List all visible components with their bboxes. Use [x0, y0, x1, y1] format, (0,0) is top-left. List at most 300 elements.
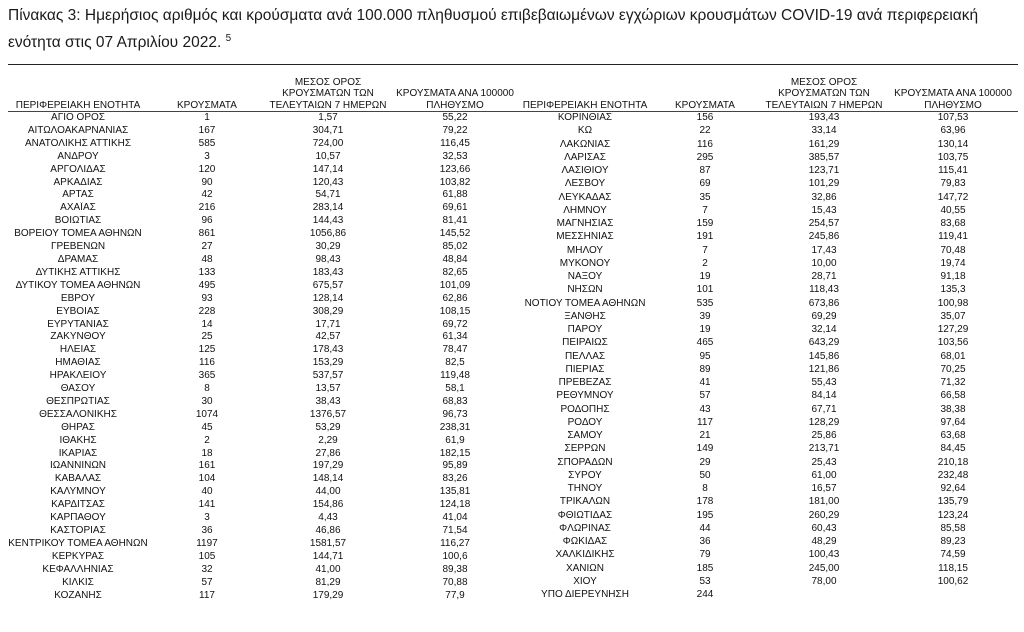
table-row: [520, 192, 1018, 205]
cell-region: ΓΡΕΒΕΝΩΝ: [50, 241, 106, 253]
cell-avg7: [760, 589, 888, 602]
cell-cases: 228: [198, 305, 216, 317]
cell-per100k: 82,65: [442, 266, 468, 278]
cell-avg7: 42,57: [315, 331, 341, 343]
cell-avg7: 55,43: [811, 377, 837, 389]
cell-avg7: 537,57: [312, 370, 344, 382]
table-row: [520, 324, 1018, 337]
cell-region: ΚΟΡΙΝΘΙΑΣ: [557, 112, 613, 124]
cell-region: ΚΑΒΑΛΑΣ: [54, 473, 102, 485]
cell-avg7: 183,43: [312, 266, 344, 278]
cell-per100k: 85,02: [442, 241, 468, 253]
cell-avg7: 17,43: [811, 244, 837, 256]
cell-avg7: 308,29: [312, 305, 344, 317]
cell-avg7: 13,57: [315, 383, 341, 395]
table-row: [520, 112, 1018, 126]
cell-per100k: 38,38: [940, 403, 966, 415]
cell-avg7: 643,29: [808, 337, 840, 349]
cell-per100k: 232,48: [937, 469, 969, 481]
cell-per100k: 147,72: [937, 191, 969, 203]
cell-per100k: 119,41: [938, 231, 968, 243]
cell-cases: 191: [696, 231, 714, 243]
cell-per100k: 123,24: [937, 509, 969, 521]
cell-cases: 185: [696, 562, 714, 574]
cell-cases: 96: [201, 215, 213, 227]
cell-region: ΗΜΑΘΙΑΣ: [55, 357, 101, 369]
cell-avg7: 1056,86: [309, 228, 347, 240]
cell-per100k: 81,41: [442, 215, 468, 227]
header-per100k: ΚΡΟΥΣΜΑΤΑ ΑΝΑ 100000 ΠΛΗΘΥΣΜΟ: [390, 65, 520, 112]
table-row: [520, 390, 1018, 403]
cell-avg7: 33,14: [811, 125, 837, 137]
cell-avg7: 101,29: [808, 178, 840, 190]
cell-cases: 125: [198, 344, 216, 356]
table-row: [520, 496, 1018, 509]
cell-cases: 41: [699, 377, 711, 389]
cell-per100k: 95,89: [442, 460, 468, 472]
table-row: [520, 589, 1018, 602]
cell-per100k: 127,29: [937, 324, 969, 336]
cell-avg7: 254,57: [808, 218, 840, 230]
cell-per100k: 61,9: [445, 434, 465, 446]
table-row: [520, 284, 1018, 297]
cell-region: ΑΓΙΟ ΟΡΟΣ: [51, 112, 105, 123]
cell-per100k: 135,81: [439, 486, 471, 498]
table-body-right: [520, 112, 1018, 603]
cell-avg7: 118,43: [809, 284, 839, 296]
cell-cases: 156: [696, 112, 714, 124]
cell-cases: 495: [198, 279, 216, 291]
cell-per100k: 61,34: [442, 331, 468, 343]
cell-per100k: 119,48: [440, 370, 470, 382]
cell-avg7: 48,29: [811, 536, 837, 548]
cell-region: ΠΙΕΡΙΑΣ: [565, 363, 605, 375]
table-row: [8, 460, 520, 473]
cell-region: ΛΑΚΩΝΙΑΣ: [559, 138, 611, 150]
table-header-row: [8, 65, 520, 112]
cell-avg7: 128,29: [808, 416, 840, 428]
cell-cases: 93: [201, 292, 213, 304]
cell-region: ΠΕΛΛΑΣ: [564, 350, 606, 362]
cell-avg7: 675,57: [312, 279, 344, 291]
cell-avg7: 54,71: [315, 189, 341, 201]
cell-per100k: 70,88: [442, 576, 468, 588]
cell-per100k: 210,18: [937, 456, 969, 468]
cell-avg7: 181,00: [808, 496, 840, 508]
cell-region: ΖΑΚΥΝΘΟΥ: [50, 331, 106, 343]
cell-cases: 861: [198, 228, 216, 240]
cell-avg7: 385,57: [808, 151, 840, 163]
cell-cases: 87: [699, 165, 711, 177]
cell-avg7: 213,71: [808, 443, 840, 455]
cases-table-wrapper: [8, 64, 1018, 602]
cell-per100k: 84,45: [940, 443, 966, 455]
cell-region: ΕΥΒΟΙΑΣ: [56, 305, 100, 317]
cell-cases: 43: [699, 403, 711, 415]
table-body-left: [8, 112, 520, 603]
cell-avg7: 121,86: [808, 363, 840, 375]
cell-per100k: 68,01: [940, 350, 966, 362]
cell-cases: 19: [699, 271, 711, 283]
cell-region: ΝΗΣΩΝ: [567, 284, 603, 296]
cell-region: ΚΩ: [577, 125, 593, 137]
cell-avg7: 25,43: [811, 456, 837, 468]
cell-cases: 365: [198, 370, 216, 382]
cell-avg7: 128,14: [312, 292, 344, 304]
cell-region: ΑΡΤΑΣ: [62, 189, 94, 201]
cell-avg7: 724,00: [312, 137, 344, 149]
cell-avg7: 44,00: [315, 486, 341, 498]
cell-region: ΧΙΟΥ: [573, 575, 597, 587]
table-row: [8, 435, 520, 448]
table-row: [520, 351, 1018, 364]
cell-cases: 29: [699, 456, 711, 468]
cell-cases: 116: [199, 357, 215, 369]
table-row: [8, 293, 520, 306]
header-cases: ΚΡΟΥΣΜΑΤΑ: [148, 65, 266, 112]
cell-cases: 161: [198, 460, 216, 472]
cell-per100k: 69,72: [442, 318, 468, 330]
cell-cases: 159: [696, 218, 714, 230]
cell-cases: 27: [201, 241, 213, 253]
cell-region: ΡΟΔΟΥ: [567, 416, 603, 428]
cell-region: ΚΕΝΤΡΙΚΟΥ ΤΟΜΕΑ ΑΘΗΝΩΝ: [8, 537, 148, 549]
cell-region: ΠΡΕΒΕΖΑΣ: [558, 377, 612, 389]
table-row: [520, 165, 1018, 178]
cell-avg7: 38,43: [315, 395, 341, 407]
cell-cases: 117: [697, 416, 713, 428]
caption-footnote-ref: 5: [225, 33, 232, 44]
cell-region: ΙΚΑΡΙΑΣ: [58, 447, 98, 459]
cell-per100k: 58,1: [445, 383, 465, 395]
table-row: [520, 258, 1018, 271]
table-row: [520, 364, 1018, 377]
cell-cases: 42: [201, 189, 213, 201]
cell-region: ΚΑΡΔΙΤΣΑΣ: [51, 499, 105, 511]
cell-region: ΙΩΑΝΝΙΝΩΝ: [49, 460, 107, 472]
cell-region: ΛΕΥΚΑΔΑΣ: [558, 191, 612, 203]
cell-avg7: 245,86: [808, 231, 840, 243]
cell-region: ΣΠΟΡΑΔΩΝ: [557, 456, 613, 468]
table-row: [8, 125, 520, 138]
cell-region: ΥΠΟ ΔΙΕΡΕΥΝΗΣΗ: [541, 589, 629, 601]
table-row: [8, 306, 520, 319]
cell-cases: 50: [699, 469, 711, 481]
cell-per100k: 118,15: [938, 562, 968, 574]
cell-region: ΘΕΣΠΡΩΤΙΑΣ: [46, 395, 110, 407]
table-row: [8, 267, 520, 280]
cell-cases: 36: [201, 525, 213, 536]
cell-cases: 32: [201, 563, 213, 575]
cell-per100k: 70,25: [940, 363, 966, 375]
table-row: [520, 337, 1018, 350]
cell-region: ΘΑΣΟΥ: [60, 383, 96, 395]
cell-per100k: [888, 589, 1018, 602]
cell-per100k: 61,88: [442, 189, 468, 201]
cell-avg7: 98,43: [315, 253, 341, 265]
cell-per100k: 48,84: [442, 253, 468, 265]
cell-avg7: 32,14: [811, 324, 837, 336]
cell-cases: 8: [204, 383, 210, 395]
cell-cases: 3: [204, 150, 210, 162]
cell-cases: 1: [204, 112, 210, 123]
cell-cases: 89: [699, 363, 711, 375]
cell-region: ΤΡΙΚΑΛΩΝ: [559, 496, 611, 508]
cell-cases: 30: [201, 395, 213, 407]
table-row: [520, 536, 1018, 549]
cell-cases: 116: [697, 138, 713, 150]
cell-avg7: 61,00: [811, 469, 837, 481]
cell-region: ΔΡΑΜΑΣ: [57, 253, 99, 265]
table-row: [8, 383, 520, 396]
cell-cases: 133: [198, 266, 216, 278]
cell-per100k: 101,09: [439, 279, 471, 291]
cell-cases: 79: [699, 549, 711, 561]
cell-cases: 7: [702, 204, 708, 216]
cell-region: ΑΧΑΪΑΣ: [60, 202, 96, 214]
cell-avg7: 148,14: [312, 473, 344, 485]
table-row: [520, 218, 1018, 231]
cell-cases: 105: [198, 550, 216, 562]
cell-per100k: 69,61: [442, 202, 468, 214]
cell-region: ΒΟΙΩΤΙΑΣ: [54, 215, 102, 227]
cell-per100k: 68,83: [442, 395, 468, 407]
cell-cases: 2: [204, 434, 210, 446]
cell-region: ΑΙΤΩΛΟΑΚΑΡΝΑΝΙΑΣ: [27, 124, 129, 136]
cell-per100k: 79,22: [442, 124, 468, 136]
cell-cases: 40: [201, 486, 213, 498]
cell-region: ΑΡΓΟΛΙΔΑΣ: [50, 163, 106, 175]
cell-cases: 95: [699, 350, 711, 362]
cell-cases: 101: [696, 284, 714, 296]
cell-avg7: 1,57: [318, 112, 338, 123]
table-row: [8, 280, 520, 293]
cell-cases: 18: [201, 447, 213, 459]
cell-avg7: 260,29: [808, 509, 840, 521]
cell-per100k: 77,9: [445, 589, 465, 601]
cell-region: ΜΑΓΝΗΣΙΑΣ: [556, 218, 614, 230]
cell-region: ΣΑΜΟΥ: [567, 430, 603, 442]
table-row: [8, 473, 520, 486]
cell-region: ΣΕΡΡΩΝ: [564, 443, 606, 455]
cell-region: ΣΥΡΟΥ: [568, 469, 602, 481]
cell-per100k: 103,75: [937, 151, 969, 163]
cell-per100k: 85,58: [940, 522, 966, 534]
cell-per100k: 123,66: [439, 163, 471, 175]
cell-cases: 21: [699, 430, 711, 442]
cell-avg7: 245,00: [808, 562, 840, 574]
cell-cases: 2: [702, 257, 708, 269]
cell-avg7: 197,29: [312, 460, 344, 472]
cell-region: ΜΗΛΟΥ: [566, 244, 604, 256]
cell-avg7: 25,86: [811, 430, 837, 442]
cell-region: ΚΕΦΑΛΛΗΝΙΑΣ: [42, 563, 114, 575]
cell-avg7: 147,14: [312, 163, 344, 175]
cell-avg7: 145,86: [808, 350, 840, 362]
cell-avg7: 60,43: [811, 522, 837, 534]
cell-avg7: 179,29: [312, 589, 344, 601]
cell-cases: 1197: [196, 537, 218, 549]
cell-per100k: 82,5: [445, 357, 465, 369]
table-row: [8, 564, 520, 577]
cell-avg7: 46,86: [315, 525, 341, 536]
cell-avg7: 84,14: [811, 390, 837, 402]
cell-region: ΚΑΛΥΜΝΟΥ: [50, 486, 106, 498]
cell-per100k: 78,47: [442, 344, 468, 356]
cell-region: ΡΟΔΟΠΗΣ: [560, 403, 610, 415]
table-row: [8, 525, 520, 538]
table-row: [8, 164, 520, 177]
cell-cases: 117: [199, 589, 215, 601]
table-row: [8, 396, 520, 409]
cell-avg7: 4,43: [318, 512, 338, 524]
cell-avg7: 144,43: [312, 215, 344, 227]
table-row: [520, 311, 1018, 324]
cell-region: ΕΥΡΥΤΑΝΙΑΣ: [47, 318, 109, 330]
cell-cases: 295: [696, 151, 714, 163]
cell-per100k: 89,23: [940, 536, 966, 548]
cell-per100k: 32,53: [442, 150, 468, 162]
table-row: [8, 422, 520, 435]
cell-per100k: 103,56: [937, 337, 969, 349]
cell-region: ΦΩΚΙΔΑΣ: [562, 536, 608, 548]
cell-avg7: 16,57: [811, 483, 837, 495]
table-row: [520, 139, 1018, 152]
cell-per100k: 41,04: [442, 512, 468, 524]
table-row: [8, 357, 520, 370]
cell-per100k: 79,83: [940, 178, 966, 190]
cell-per100k: 130,14: [937, 138, 969, 150]
table-row: [520, 404, 1018, 417]
cell-per100k: 62,86: [442, 292, 468, 304]
table-row: [520, 271, 1018, 284]
header-region: ΠΕΡΙΦΕΡΕΙΑΚΗ ΕΝΟΤΗΤΑ: [8, 65, 148, 112]
table-row: [520, 483, 1018, 496]
cell-avg7: 153,29: [312, 357, 344, 369]
table-row: [8, 344, 520, 357]
cell-cases: 44: [699, 522, 711, 534]
cell-per100k: 83,26: [442, 473, 468, 485]
cell-region: ΔΥΤΙΚΗΣ ΑΤΤΙΚΗΣ: [35, 266, 121, 278]
header-avg7: ΜΕΣΟΣ ΟΡΟΣ ΚΡΟΥΣΜΑΤΩΝ ΤΩΝ ΤΕΛΕΥΤΑΙΩΝ 7 ΗΜΕΡΩΝ: [266, 65, 390, 112]
cell-region: ΜΕΣΣΗΝΙΑΣ: [556, 231, 614, 243]
table-row: [8, 590, 520, 603]
cell-region: ΒΟΡΕΙΟΥ ΤΟΜΕΑ ΑΘΗΝΩΝ: [14, 228, 142, 240]
table-row: [8, 215, 520, 228]
table-row: [520, 231, 1018, 244]
cell-avg7: 27,86: [315, 447, 341, 459]
cell-region: ΙΘΑΚΗΣ: [59, 434, 97, 446]
cell-per100k: 96,73: [442, 408, 468, 420]
table-row: [8, 319, 520, 332]
cell-per100k: 116,45: [440, 137, 470, 149]
cell-region: ΦΘΙΩΤΙΔΑΣ: [557, 509, 613, 521]
cell-region: ΡΕΘΥΜΝΟΥ: [556, 390, 614, 402]
header-region: ΠΕΡΙΦΕΡΕΙΑΚΗ ΕΝΟΤΗΤΑ: [520, 65, 650, 112]
cell-per100k: 100,62: [937, 575, 969, 587]
cell-cases: 48: [201, 253, 213, 265]
cell-per100k: 182,15: [439, 447, 471, 459]
cell-per100k: 115,41: [938, 165, 968, 177]
cell-cases: 39: [699, 310, 711, 322]
cell-cases: 3: [204, 512, 210, 524]
table-row: [8, 551, 520, 564]
table-row: [520, 417, 1018, 430]
cell-cases: 141: [198, 499, 216, 511]
cell-avg7: 304,71: [312, 124, 344, 136]
table-row: [520, 576, 1018, 589]
cell-per100k: 83,68: [940, 218, 966, 230]
cell-region: ΑΝΔΡΟΥ: [57, 150, 99, 162]
table-row: [520, 457, 1018, 470]
cell-avg7: 17,71: [315, 318, 341, 330]
table-row: [520, 470, 1018, 483]
cell-avg7: 2,29: [318, 434, 338, 446]
cell-avg7: 120,43: [312, 176, 344, 188]
cell-region: ΑΡΚΑΔΙΑΣ: [53, 176, 103, 188]
cell-region: ΧΑΝΙΩΝ: [565, 562, 605, 574]
cell-avg7: 15,43: [811, 204, 837, 216]
cell-region: ΗΛΕΙΑΣ: [59, 344, 97, 356]
cell-region: ΦΛΩΡΙΝΑΣ: [559, 522, 611, 534]
caption-text: Πίνακας 3: Ημερήσιος αριθμός και κρούσματα ανά 100.000 πληθυσμού επιβεβαιωμένων εγχώριων κρουσμάτων COVID-19 ανά περιφερειακή ενότητα στις 07 Απριλίου 2022.: [8, 7, 979, 52]
cell-per100k: 35,07: [940, 310, 966, 322]
cell-per100k: 63,68: [940, 430, 966, 442]
cell-avg7: 41,00: [315, 563, 341, 575]
table-row: [520, 178, 1018, 191]
table-row: [520, 430, 1018, 443]
cell-avg7: 78,00: [811, 575, 837, 587]
cell-cases: 57: [201, 576, 213, 588]
cell-cases: 53: [699, 575, 711, 587]
cell-region: ΘΗΡΑΣ: [61, 421, 95, 433]
table-row: [8, 228, 520, 241]
cell-region: ΜΥΚΟΝΟΥ: [559, 257, 611, 269]
cell-avg7: 32,86: [811, 191, 837, 203]
cell-per100k: 107,53: [937, 112, 969, 124]
table-row: [520, 549, 1018, 562]
cell-per100k: 135,3: [940, 284, 966, 296]
table-row: [8, 538, 520, 551]
cell-avg7: 10,57: [315, 150, 341, 162]
table-row: [8, 151, 520, 164]
cell-region: ΚΑΡΠΑΘΟΥ: [50, 512, 106, 524]
cell-avg7: 10,00: [811, 257, 837, 269]
table-row: [8, 112, 520, 125]
cell-region: ΠΕΙΡΑΙΩΣ: [562, 337, 608, 349]
table-row: [8, 189, 520, 202]
table-row: [8, 448, 520, 461]
cell-region: ΞΑΝΘΗΣ: [564, 310, 606, 322]
cell-avg7: 283,14: [312, 202, 344, 214]
cell-per100k: 116,27: [440, 537, 470, 549]
cell-avg7: 1376,57: [309, 408, 347, 420]
table-row: [520, 245, 1018, 258]
cell-region: ΝΟΤΙΟΥ ΤΟΜΕΑ ΑΘΗΝΩΝ: [524, 297, 646, 309]
cell-cases: 35: [699, 191, 711, 203]
cell-per100k: 71,32: [940, 377, 966, 389]
table-row: [520, 152, 1018, 165]
cell-per100k: 89,38: [442, 563, 468, 575]
cell-per100k: 97,64: [940, 416, 966, 428]
cell-region: ΚΟΖΑΝΗΣ: [54, 589, 102, 601]
cell-region: ΔΥΤΙΚΟΥ ΤΟΜΕΑ ΑΘΗΝΩΝ: [15, 279, 141, 291]
table-row: [520, 443, 1018, 456]
cell-per100k: 63,96: [940, 125, 966, 137]
cell-cases: 465: [696, 337, 714, 349]
cases-table-right: [520, 64, 1018, 602]
cell-avg7: 53,29: [315, 421, 341, 433]
